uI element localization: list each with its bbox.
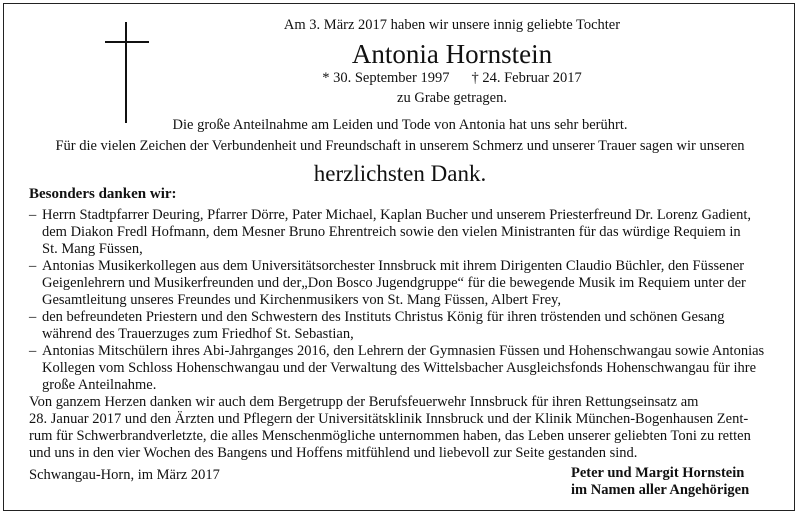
- intro-text: Am 3. März 2017 haben wir unsere innig geliebte Tochter: [283, 17, 621, 33]
- place-date: Schwangau-Horn, im März 2017: [29, 467, 220, 483]
- entry-dash: –: [29, 309, 37, 325]
- signs-text: Für die vielen Zeichen der Verbundenheit und Freundschaft in unserem Schmerz und unserer Trauer sagen wir unseren: [55, 138, 745, 154]
- entry-line: große Anteilnahme.: [42, 377, 157, 393]
- signature-note: im Namen aller Angehörigen: [571, 482, 750, 498]
- birth-date: * 30. September 1997: [322, 70, 450, 86]
- closing-line: 28. Januar 2017 und den Ärzten und Pflegern der Universitätsklinik Innsbruck und der Klinik München-Bogenhausen Zent-: [29, 411, 749, 427]
- thanks-heading: herzlichsten Dank.: [313, 161, 487, 186]
- entry-line: Antonias Mitschülern ihres Abi-Jahrganges 2016, den Lehrern der Gymnasien Füssen und Hohenschwangau sowie Antonias: [42, 343, 765, 359]
- entry-dash: –: [29, 258, 37, 274]
- entry-line: St. Mang Füssen,: [42, 241, 143, 257]
- entry-line: den befreundeten Priestern und den Schwestern des Instituts Christus König für ihren tröstenden und schönen Gesang: [42, 309, 725, 325]
- entry-dash: –: [29, 207, 37, 223]
- entry-line: Kollegen vom Schloss Hohenschwangau und der Verwaltung des Wittelsbacher Ausgleichsfonds Hohenschwangau für ihre: [42, 360, 757, 376]
- entry-dash: –: [29, 343, 37, 359]
- deceased-name: Antonia Hornstein: [351, 39, 553, 69]
- special-thanks-heading: Besonders danken wir:: [29, 186, 177, 202]
- closing-line: Von ganzem Herzen danken wir auch dem Bergetrupp der Berufsfeuerwehr Innsbruck für ihren Rettungseinsatz am: [29, 394, 699, 410]
- thanks-entry: [29, 258, 779, 309]
- life-dates: [52, 69, 800, 87]
- entry-line: Herrn Stadtpfarrer Deuring, Pfarrer Dörre, Pater Michael, Kaplan Bucher und unserem Priesterfreund Dr. Lorenz Gadient,: [42, 207, 752, 223]
- entry-line: dem Diakon Fredl Hofmann, dem Mesner Bruno Ehrentreich sowie den vielen Ministranten für das würdige Requiem in: [42, 224, 741, 240]
- signature: [571, 465, 749, 499]
- entry-line: Antonias Musikerkollegen aus dem Universitätsorchester Innsbruck mit ihrem Dirigenten Claudio Büchler, den Füssener: [42, 258, 745, 274]
- entry-line: Gesamtleitung unseres Freundes und Kirchenmusikers von St. Mang Füssen, Albert Frey,: [42, 292, 561, 308]
- signature-names: Peter und Margit Hornstein: [571, 465, 745, 481]
- thanks-entry: [29, 309, 779, 343]
- closing-line: rum für Schwerbrandverletzte, die alles Menschenmögliche unternommen haben, das Leben unserer geliebten Toni zu retten: [29, 428, 751, 444]
- entry-line: Geigenlehrern und Musikerfreunden und der„Don Bosco Jugendgruppe“ für die bewegende Musik im Requiem unter der: [42, 275, 746, 291]
- burial-text: zu Grabe getragen.: [397, 90, 507, 106]
- thanks-entry: [29, 343, 779, 394]
- entry-line: während des Trauerzuges zum Friedhof St. Sebastian,: [42, 326, 354, 342]
- closing-line: und uns in den vier Wochen des Bangens und Hoffens mitfühlend und liebevoll zur Seite gestanden sind.: [29, 445, 638, 461]
- closing-paragraph: [29, 394, 751, 462]
- sympathy-text: Die große Anteilnahme am Leiden und Tode von Antonia hat uns sehr berührt.: [172, 117, 628, 133]
- death-date: † 24. Februar 2017: [471, 70, 582, 86]
- thanks-entry: [29, 207, 779, 258]
